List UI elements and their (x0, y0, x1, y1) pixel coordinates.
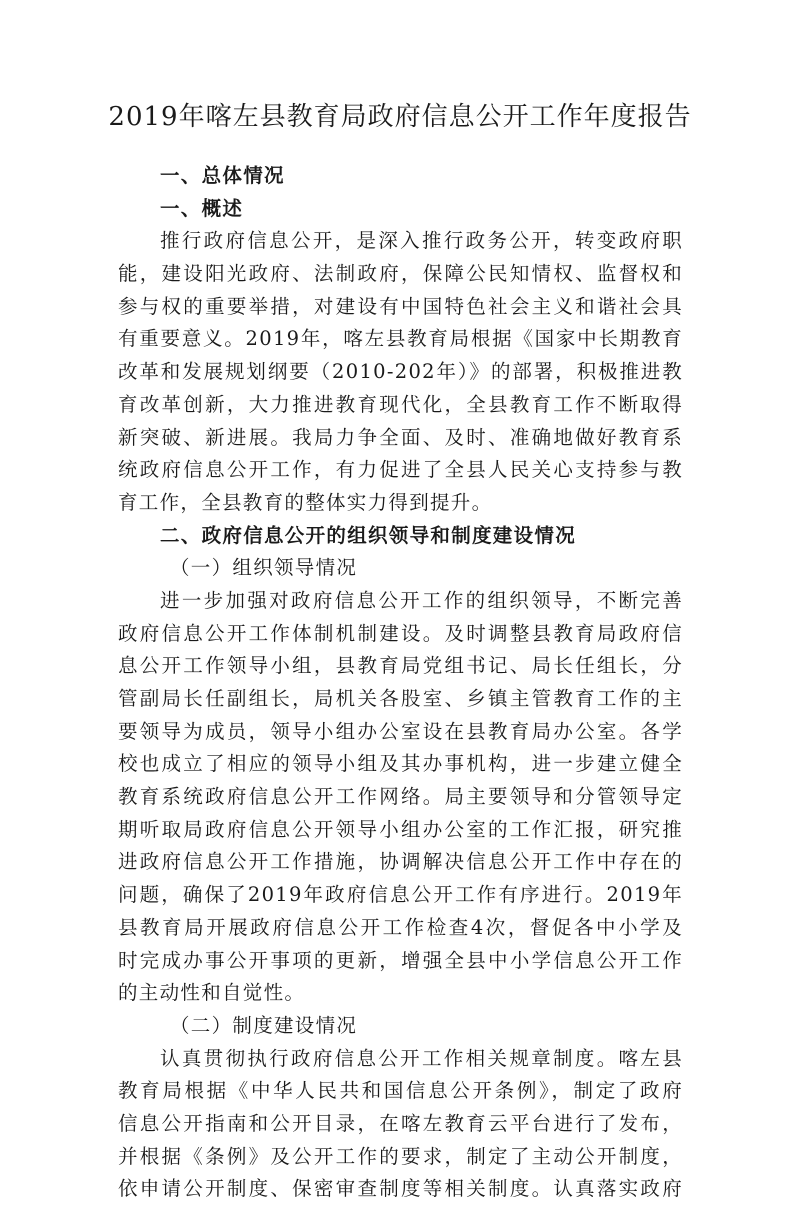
body-text-line: 能，建设阳光政府、法制政府，保障公民知情权、监督权和 (118, 262, 683, 286)
section-heading-line: （一）组织领导情况 (170, 556, 358, 580)
body-text-line: 有重要意义。2019年，喀左县教育局根据《国家中长期教育 (118, 327, 683, 351)
body-text-line: 教育局根据《中华人民共和国信息公开条例》，制定了政府 (118, 1079, 683, 1103)
body-text-line: 教育系统政府信息公开工作网络。局主要领导和分管领导定 (118, 785, 683, 809)
body-text-line: 依申请公开制度、保密审查制度等相关制度。认真落实政府 (118, 1177, 683, 1201)
body-text-line: 信息公开指南和公开目录，在喀左教育云平台进行了发布， (118, 1111, 683, 1135)
body-text-line: 息公开工作领导小组，县教育局党组书记、局长任组长，分 (118, 654, 683, 678)
body-text-line: 时完成办事公开事项的更新，增强全县中小学信息公开工作 (118, 948, 683, 972)
body-text-line: 改革和发展规划纲要（2010-202年）》的部署，积极推进教 (118, 360, 683, 384)
body-text-line: 问题，确保了2019年政府信息公开工作有序进行。2019年 (118, 883, 683, 907)
body-text-line: 管副局长任副组长，局机关各股室、乡镇主管教育工作的主 (118, 687, 683, 710)
section-heading-line: 二、政府信息公开的组织领导和制度建设情况 (160, 523, 577, 547)
section-heading-line: 一、总体情况 (160, 164, 285, 187)
body-text-line: 新突破、新进展。我局力争全面、及时、准确地做好教育系 (118, 425, 683, 449)
body-text-line: 期听取局政府信息公开领导小组办公室的工作汇报，研究推 (118, 817, 683, 841)
body-text-line: 的主动性和自觉性。 (118, 981, 306, 1005)
section-heading-line: 一、概述 (160, 196, 244, 220)
body-text-line: 县教育局开展政府信息公开工作检查4次，督促各中小学及 (118, 915, 683, 939)
body-text-line: 育改革创新，大力推进教育现代化，全县教育工作不断取得 (118, 392, 683, 416)
section-heading-line: （二）制度建设情况 (170, 1013, 358, 1037)
body-text-line: 要领导为成员，领导小组办公室设在县教育局办公室。各学 (118, 719, 683, 743)
body-text-line: 进政府信息公开工作措施，协调解决信息公开工作中存在的 (118, 850, 683, 874)
body-text-line: 参与权的重要举措，对建设有中国特色社会主义和谐社会具 (118, 294, 683, 318)
body-text-line: 并根据《条例》及公开工作的要求，制定了主动公开制度， (118, 1144, 683, 1168)
body-text-line: 政府信息公开工作体制机制建设。及时调整县教育局政府信 (118, 621, 683, 645)
body-text-line: 认真贯彻执行政府信息公开工作相关规章制度。喀左县 (160, 1046, 683, 1070)
body-text-line: 进一步加强对政府信息公开工作的组织领导，不断完善 (160, 588, 683, 612)
body-text-line: 育工作，全县教育的整体实力得到提升。 (118, 490, 493, 514)
body-text-line: 统政府信息公开工作，有力促进了全县人民关心支持参与教 (118, 458, 683, 482)
document-body (118, 160, 683, 1206)
body-text-line: 推行政府信息公开，是深入推行政务公开，转变政府职 (160, 229, 683, 253)
body-text-line: 校也成立了相应的领导小组及其办事机构，进一步建立健全 (118, 752, 683, 776)
document-title: 2019年喀左县教育局政府信息公开工作年度报告 (108, 102, 692, 132)
